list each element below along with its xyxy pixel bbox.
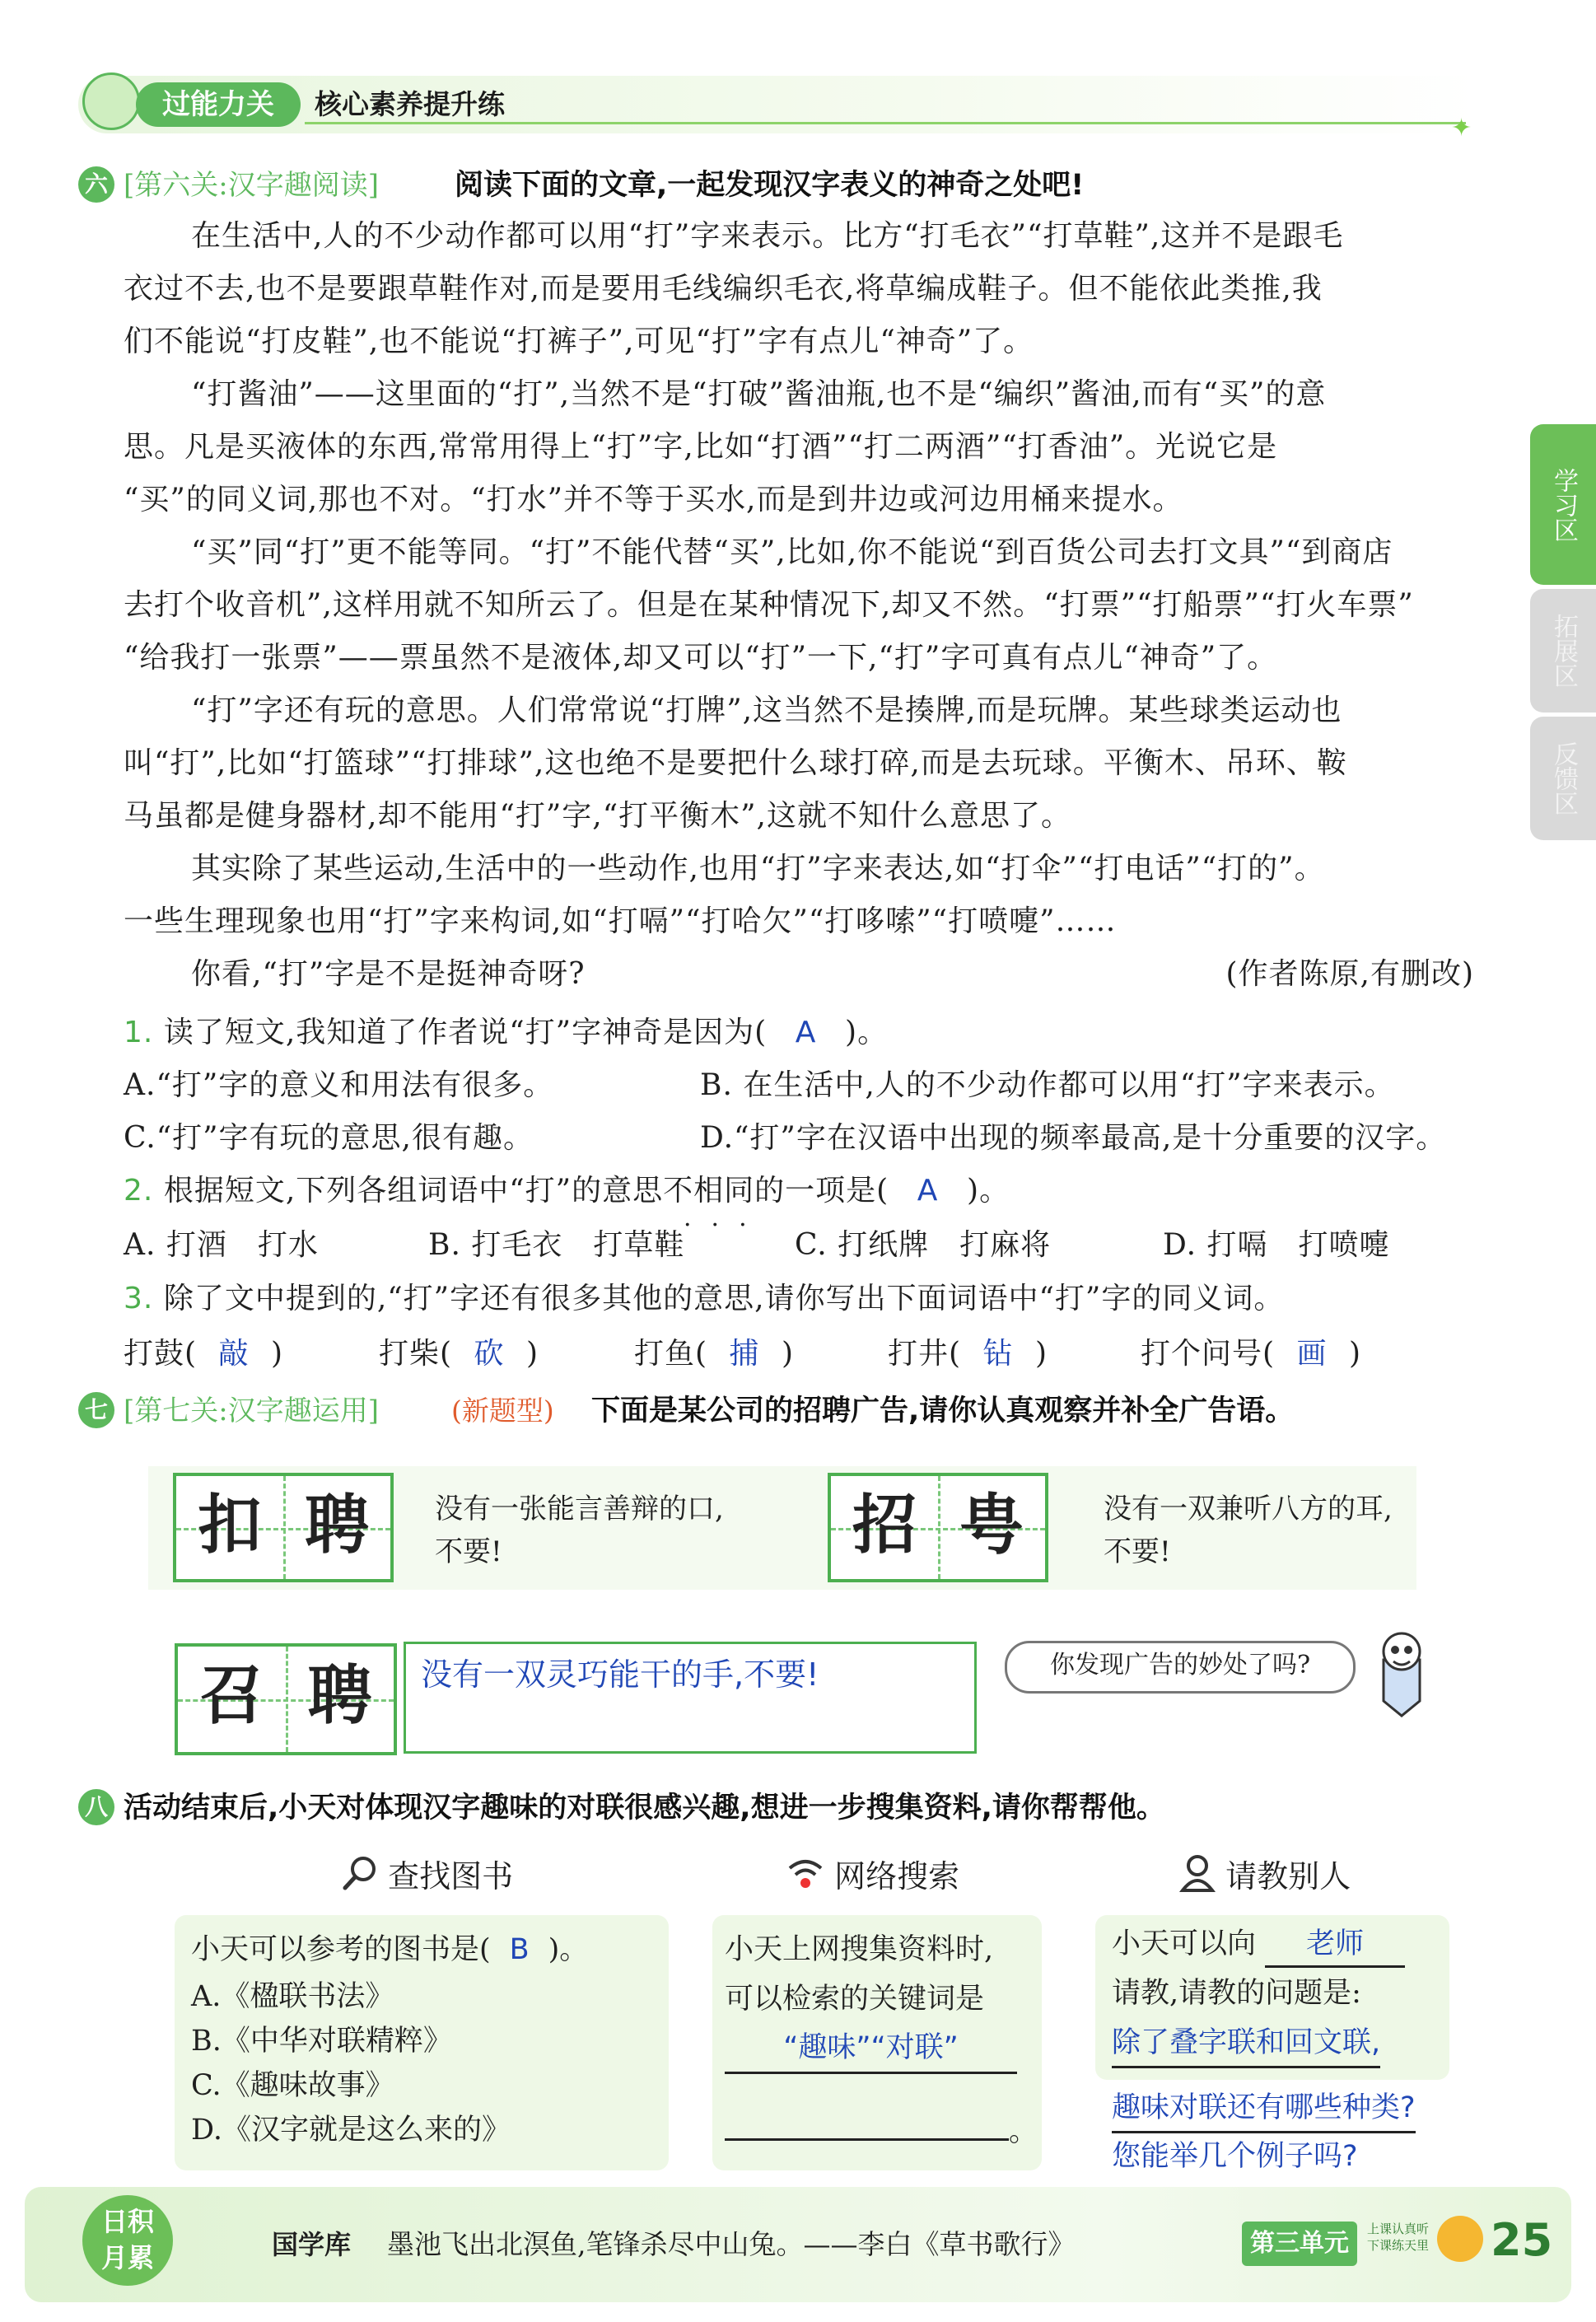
ask-question xyxy=(1112,1919,1507,2180)
q3-word: 打柴( xyxy=(379,1337,453,1371)
q3-word: 打鼓( xyxy=(124,1337,198,1371)
q3-close: ) xyxy=(1035,1337,1048,1371)
books-option-a: A.《楹联书法》 xyxy=(191,1980,394,2013)
q2-option-d: D. 打嗝 打喷嚏 xyxy=(1163,1228,1390,1262)
article-line: “打”字还有玩的意思。人们常常说“打牌”,这当然不是揍牌,而是玩牌。某些球类运动也 xyxy=(191,694,1342,727)
q2-stem-text: 根据短文,下列各组词语中“打”的意思不相同的一项是( xyxy=(163,1174,889,1208)
search-question xyxy=(725,1925,1038,2156)
col-head-books xyxy=(342,1853,513,1904)
footer-poem: 墨池飞出北溟鱼,笔锋杀尽中山兔。——李白《草书歌行》 xyxy=(387,2228,1076,2260)
search-end: 。 xyxy=(1009,2115,1038,2148)
emphasis-dots: ··· xyxy=(684,1211,767,1240)
article-line: 在生活中,人的不少动作都可以用“打”字来表示。比方“打毛衣”“打草鞋”,这并不是跟毛 xyxy=(191,219,1344,253)
article-line: 叫“打”,比如“打篮球”“打排球”,这也绝不是要把什么球打碎,而是去玩球。平衡木、吊环、鞍 xyxy=(124,746,1347,780)
ad2-line: 不要! xyxy=(1104,1535,1171,1568)
q3-item xyxy=(1141,1328,1361,1381)
books-option-b: B.《中华对联精粹》 xyxy=(191,2025,452,2058)
footer-unit: 第三单元 xyxy=(1242,2222,1357,2266)
q2-option-c: C. 打纸牌 打麻将 xyxy=(795,1228,1052,1262)
q2-answer[interactable]: A xyxy=(917,1174,939,1208)
q1-option-c: C.“打”字有玩的意思,很有趣。 xyxy=(124,1121,534,1155)
q3-close: ) xyxy=(526,1337,539,1371)
mascot-icon xyxy=(82,72,140,130)
ad1-line: 不要! xyxy=(435,1535,502,1568)
ad1-text xyxy=(435,1488,724,1573)
ad1-char-grid xyxy=(173,1473,394,1582)
wifi-icon xyxy=(786,1855,824,1904)
q1-option-a: A.“打”字的意义和用法有很多。 xyxy=(124,1068,554,1102)
ad1-char: 扣 xyxy=(197,1488,262,1563)
section6-number: 六 xyxy=(78,166,114,203)
footer-tiny-text xyxy=(1367,2221,1429,2254)
article-closing: 你看,“打”字是不是挺神奇呀? xyxy=(191,957,586,991)
q3-close: ) xyxy=(271,1337,284,1371)
article-line: “打酱油”——这里面的“打”,当然不是“打破”酱油瓶,也不是“编织”酱油,而有“买”的意 xyxy=(191,377,1327,411)
footer-tiny-line: 上课认真听 xyxy=(1367,2222,1430,2236)
ask-answer-line[interactable]: 您能举几个例子吗? xyxy=(1112,2140,1358,2173)
q1-stem-end: )。 xyxy=(845,1016,889,1049)
header-divider xyxy=(305,122,1466,124)
col-head-label: 请教别人 xyxy=(1225,1858,1351,1895)
ask-line2: 请教,请教的问题是: xyxy=(1112,1977,1361,2010)
question-bubble: 你发现广告的妙处了吗? xyxy=(1005,1641,1356,1694)
q2-option-b: B. 打毛衣 打草鞋 xyxy=(428,1228,685,1262)
header-subtitle: 核心素养提升练 xyxy=(315,88,505,120)
q2-stem xyxy=(124,1165,1010,1217)
footer-badge-line: 月累 xyxy=(100,2242,154,2273)
footer-badge-line: 日积 xyxy=(100,2206,154,2237)
tab-study-area[interactable]: 学习区 xyxy=(1530,424,1596,585)
q3-answer[interactable]: 画 xyxy=(1296,1337,1328,1371)
magnifier-icon xyxy=(342,1855,378,1904)
ad2-char: 甹 xyxy=(959,1488,1024,1563)
tab-feedback-area[interactable]: 反馈区 xyxy=(1530,717,1596,840)
books-option-d: D.《汉字就是这么来的》 xyxy=(191,2114,511,2147)
col-head-label: 查找图书 xyxy=(388,1858,514,1895)
q2-stem-end: )。 xyxy=(967,1174,1010,1208)
ad3-char: 聘 xyxy=(307,1658,372,1733)
ask-person-answer[interactable]: 老师 xyxy=(1265,1923,1405,1968)
col-head-search xyxy=(786,1853,959,1904)
q3-stem xyxy=(124,1273,1284,1325)
q3-answer[interactable]: 钻 xyxy=(982,1337,1014,1371)
article-line: 其实除了某些运动,生活中的一些动作,也用“打”字来表达,如“打伞”“打电话”“打的”。 xyxy=(191,852,1325,885)
ad2-line: 没有一双兼听八方的耳, xyxy=(1104,1493,1393,1525)
col-head-ask xyxy=(1179,1853,1351,1904)
star-mascot-icon xyxy=(1437,2216,1483,2262)
q1-option-b: B. 在生活中,人的不少动作都可以用“打”字来表示。 xyxy=(700,1068,1395,1102)
article-line: 衣过不去,也不是要跟草鞋作对,而是要用毛线编织毛衣,将草编成鞋子。但不能依此类推,我 xyxy=(124,272,1323,306)
q3-word: 打井( xyxy=(888,1337,962,1371)
q3-word: 打鱼( xyxy=(634,1337,708,1371)
q3-item xyxy=(634,1328,794,1381)
article xyxy=(124,210,1474,1001)
q3-answer[interactable]: 砍 xyxy=(474,1337,505,1371)
books-answer[interactable]: B xyxy=(509,1933,530,1966)
col-head-label: 网络搜索 xyxy=(834,1858,960,1895)
section7-number: 七 xyxy=(78,1392,114,1428)
article-line: “买”同“打”更不能等同。“打”不能代替“买”,比如,你不能说“到百货公司去打文具”“到商店 xyxy=(191,535,1393,569)
section6-tag: [第六关:汉字趣阅读] xyxy=(124,169,379,202)
books-question xyxy=(191,1925,669,2152)
q1-stem-text: 读了短文,我知道了作者说“打”字神奇是因为( xyxy=(163,1016,768,1049)
q3-answer[interactable]: 捕 xyxy=(729,1337,760,1371)
q1-number: 1. xyxy=(124,1016,154,1049)
q3-item xyxy=(888,1328,1048,1381)
q3-stem-text: 除了文中提到的,“打”字还有很多其他的意思,请你写出下面词语中“打”字的同义词。 xyxy=(163,1282,1285,1315)
section7-title: 下面是某公司的招聘广告,请你认真观察并补全广告语。 xyxy=(591,1395,1295,1427)
ad3-answer: 没有一双灵巧能干的手,不要! xyxy=(421,1656,819,1693)
article-line: 思。凡是买液体的东西,常常用得上“打”字,比如“打酒”“打二两酒”“打香油”。光说它是 xyxy=(124,430,1278,464)
books-option-c: C.《趣味故事》 xyxy=(191,2069,394,2102)
page-number: 25 xyxy=(1491,2214,1553,2266)
ad3-char: 召 xyxy=(199,1658,264,1733)
ad1-line: 没有一张能言善辩的口, xyxy=(435,1493,724,1525)
article-line: 去打个收音机”,这样用就不知所云了。但是在某种情况下,却又不然。“打票”“打船票”“打火车票” xyxy=(124,588,1414,622)
books-stem-end: )。 xyxy=(548,1933,589,1966)
ad3-answer-box[interactable] xyxy=(404,1642,977,1754)
ad2-char: 招 xyxy=(852,1488,917,1563)
footer-library: 国学库 xyxy=(272,2229,352,2260)
q1-answer[interactable]: A xyxy=(795,1016,817,1049)
q3-word: 打个问号( xyxy=(1141,1337,1276,1371)
ask-stem: 小天可以向 xyxy=(1112,1927,1257,1960)
article-source: (作者陈原,有删改) xyxy=(1225,957,1474,991)
ad1-char: 聘 xyxy=(304,1488,369,1563)
header-badge: 过能力关 xyxy=(136,82,301,127)
section8-number: 八 xyxy=(78,1789,114,1825)
ask-answer-line[interactable]: 除了叠字联和回文联, xyxy=(1112,2020,1380,2068)
article-line: “给我打一张票”——票虽然不是液体,却又可以“打”一下,“打”字可真有点儿“神奇”了。 xyxy=(124,641,1278,675)
q1-stem xyxy=(124,1007,888,1059)
search-blank-line[interactable] xyxy=(725,2119,1009,2141)
books-stem: 小天可以参考的图书是( xyxy=(191,1933,491,1966)
article-line: 们不能说“打皮鞋”,也不能说“打裤子”,可见“打”字有点儿“神奇”了。 xyxy=(124,325,1034,358)
search-answer[interactable]: “趣味”“对联” xyxy=(725,2024,1017,2074)
star-icon: ✦ xyxy=(1451,114,1472,142)
section8-title: 活动结束后,小天对体现汉字趣味的对联很感兴趣,想进一步搜集资料,请你帮帮他。 xyxy=(124,1792,1165,1824)
article-line: 一些生理现象也用“打”字来构词,如“打嗝”“打哈欠”“打哆嗦”“打喷嚏”…… xyxy=(124,904,1117,938)
q3-close: ) xyxy=(1349,1337,1362,1371)
q3-number: 3. xyxy=(124,1282,154,1315)
q2-number: 2. xyxy=(124,1174,154,1208)
q2-option-a: A. 打酒 打水 xyxy=(124,1228,319,1262)
search-line: 小天上网搜集资料时, xyxy=(725,1933,994,1966)
q3-answer[interactable]: 敲 xyxy=(218,1337,250,1371)
q1-option-d: D.“打”字在汉语中出现的频率最高,是十分重要的汉字。 xyxy=(700,1121,1447,1155)
pencil-mascot-icon xyxy=(1367,1627,1436,1717)
article-line: 马虽都是健身器材,却不能用“打”字,“打平衡木”,这就不知什么意思了。 xyxy=(124,799,1071,833)
q3-item xyxy=(379,1328,539,1381)
ad2-text xyxy=(1104,1488,1393,1573)
section6-title: 阅读下面的文章,一起发现汉字表义的神奇之处吧! xyxy=(455,169,1085,202)
new-question-tag: (新题型) xyxy=(451,1395,554,1427)
ad2-char-grid xyxy=(828,1473,1048,1582)
tab-expand-area[interactable]: 拓展区 xyxy=(1530,589,1596,712)
section7-tag: [第七关:汉字趣运用] xyxy=(124,1395,379,1427)
footer-tiny-line: 下课练天里 xyxy=(1367,2238,1430,2253)
article-line: “买”的同义词,那也不对。“打水”并不等于买水,而是到井边或河边用桶来提水。 xyxy=(124,483,1183,516)
search-line: 可以检索的关键词是 xyxy=(725,1983,985,2016)
person-icon xyxy=(1179,1854,1216,1904)
footer-badge xyxy=(82,2195,173,2286)
ask-answer-line[interactable]: 趣味对联还有哪些种类? xyxy=(1112,2085,1416,2133)
q3-item xyxy=(124,1328,283,1381)
q3-close: ) xyxy=(782,1337,795,1371)
ad3-char-grid xyxy=(175,1643,397,1755)
